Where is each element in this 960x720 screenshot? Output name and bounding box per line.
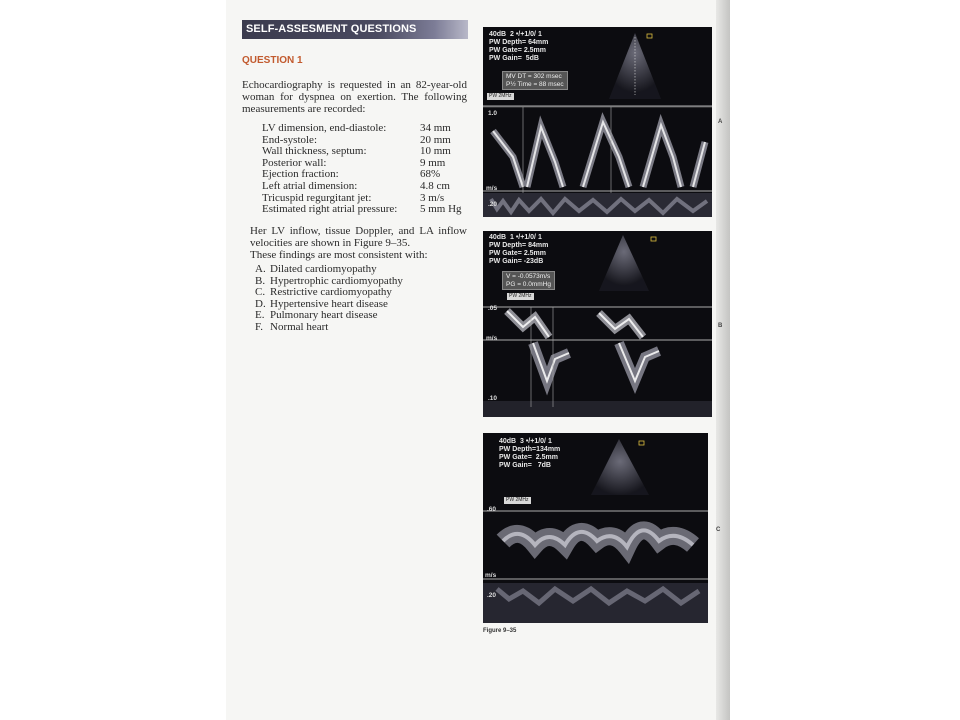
answer-choice bbox=[255, 264, 465, 276]
scale-unit: m/s bbox=[486, 335, 498, 342]
figure-caption: Figure 9–35 bbox=[483, 628, 517, 634]
measurement-value: 68% bbox=[420, 168, 441, 181]
doppler-panel-a bbox=[483, 27, 712, 217]
measurement-label: Left atrial dimension: bbox=[262, 179, 358, 192]
measurement-value: 10 mm bbox=[420, 145, 451, 158]
scale-top: 1.0 bbox=[488, 110, 498, 117]
prompt-text: These findings are most consistent with: bbox=[250, 249, 428, 261]
choice-letter: B. bbox=[255, 274, 266, 287]
measurement-row bbox=[262, 123, 470, 135]
question-title: QUESTION 1 bbox=[242, 55, 303, 66]
measurement-label: Ejection fraction: bbox=[262, 168, 339, 181]
measurement-value: 9 mm bbox=[420, 156, 446, 169]
panel-settings: 40dB 3 •/+1/0/ 1 PW Depth=134mm PW Gate= 2.5mm PW Gain= 7dB bbox=[499, 438, 561, 469]
question-stem bbox=[250, 225, 467, 261]
measurement-box: V = -0.0573m/s PG = 0.0mmHg bbox=[502, 271, 555, 290]
measurement-value: 3 m/s bbox=[420, 191, 445, 204]
scale-unit: m/s bbox=[485, 572, 497, 579]
question-intro: Echocardiography is requested in an 82-year-old woman for dyspnea on exertion. The following measurements are recorded: bbox=[242, 79, 467, 115]
choice-text: Pulmonary heart disease bbox=[270, 309, 378, 322]
measurement-label: Posterior wall: bbox=[262, 156, 327, 169]
scale-top: .05 bbox=[488, 305, 498, 312]
choice-text: Hypertrophic cardiomyopathy bbox=[270, 274, 403, 287]
scale-unit: m/s bbox=[486, 185, 498, 192]
measurement-value: 20 mm bbox=[420, 133, 451, 146]
section-banner: SELF-ASSESMENT QUESTIONS bbox=[242, 20, 468, 39]
choice-letter: C. bbox=[255, 286, 266, 299]
measurement-value: 4.8 cm bbox=[420, 179, 450, 192]
measurement-row bbox=[262, 181, 470, 193]
measurement-row bbox=[262, 204, 470, 216]
measurement-value: 34 mm bbox=[420, 122, 451, 134]
choice-text: Dilated cardiomyopathy bbox=[270, 263, 377, 275]
measurement-label: Tricuspid regurgitant jet: bbox=[262, 191, 372, 204]
panel-letter-b: B bbox=[718, 323, 723, 329]
scale-top: .60 bbox=[487, 506, 497, 513]
figure-reference-text: Her LV inflow, tissue Doppler, and LA inflow velocities are shown in Figure 9–35. bbox=[250, 225, 467, 249]
scale-bottom: .10 bbox=[488, 395, 498, 402]
measurement-box: MV DT = 302 msec P½ Time = 88 msec bbox=[502, 71, 568, 90]
panel-settings: 40dB 1 •/+1/0/ 1 PW Depth= 84mm PW Gate= 2.5mm PW Gain= -23dB bbox=[489, 234, 549, 265]
panel-settings: 40dB 2 •/+1/0/ 1 PW Depth= 64mm PW Gate= 2.5mm PW Gain= 5dB bbox=[489, 31, 549, 62]
scale-bottom: .20 bbox=[487, 592, 497, 599]
measurement-value: 5 mm Hg bbox=[420, 203, 462, 216]
answer-choices bbox=[255, 264, 465, 334]
choice-letter: D. bbox=[255, 297, 266, 310]
mode-tag: PW 2MHz bbox=[489, 93, 512, 99]
choice-letter: E. bbox=[255, 309, 265, 322]
choice-letter: A. bbox=[255, 263, 266, 275]
scale-bottom: .20 bbox=[488, 201, 498, 208]
answer-choice bbox=[255, 322, 465, 334]
mode-tag: PW 2MHz bbox=[509, 293, 532, 299]
measurement-label: Wall thickness, septum: bbox=[262, 145, 367, 158]
mode-tag: PW 2MHz bbox=[506, 497, 529, 503]
doppler-panel-b bbox=[483, 231, 712, 417]
choice-text: Hypertensive heart disease bbox=[270, 297, 388, 310]
measurement-label: LV dimension, end-diastole: bbox=[262, 122, 387, 134]
choice-text: Restrictive cardiomyopathy bbox=[270, 286, 392, 299]
choice-letter: F. bbox=[255, 320, 263, 333]
measurement-label: Estimated right atrial pressure: bbox=[262, 203, 398, 216]
page-edge bbox=[716, 0, 730, 720]
panel-letter-a: A bbox=[718, 119, 723, 125]
panel-letter-c: C bbox=[716, 527, 721, 533]
doppler-panel-c bbox=[483, 433, 708, 623]
choice-text: Normal heart bbox=[270, 320, 329, 333]
measurements-list bbox=[262, 123, 470, 216]
measurement-label: End-systole: bbox=[262, 133, 317, 146]
